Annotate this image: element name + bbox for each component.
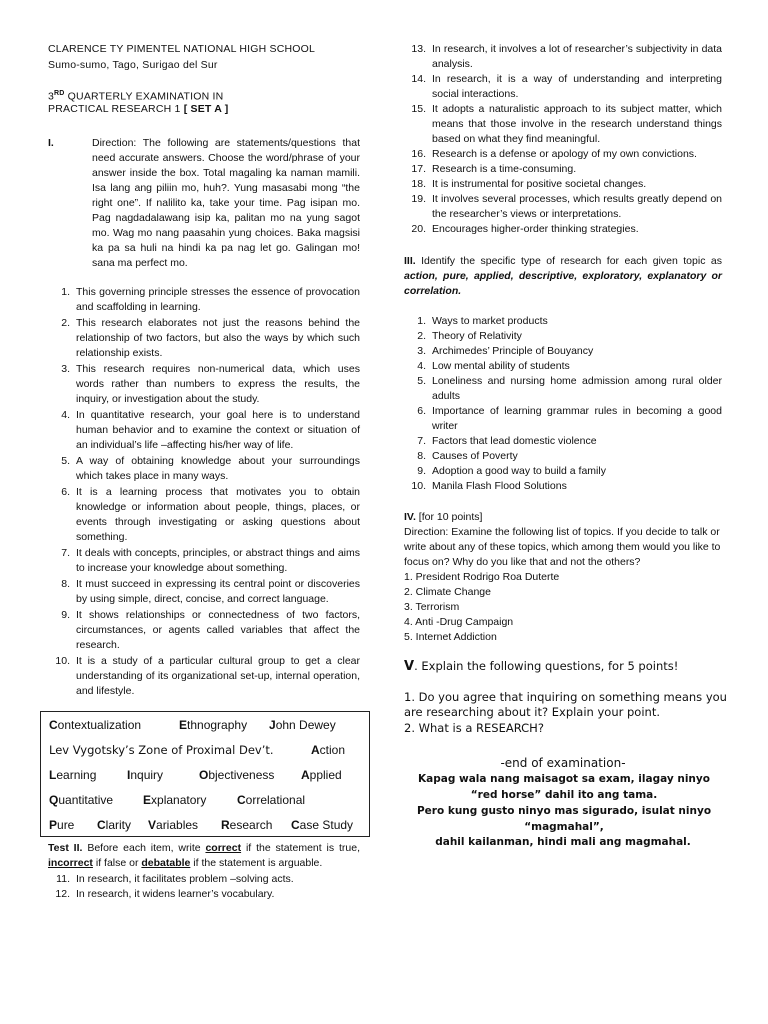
topic-item: 2. Climate Change — [404, 586, 491, 598]
list-item — [48, 577, 360, 607]
list-item — [404, 72, 722, 102]
item-number: 17. — [411, 163, 426, 175]
item-text: Importance of learning grammar rules in becoming a good writer — [432, 405, 722, 432]
item-text: It deals with concepts, principles, or abstract things and aims to increase your knowledge about something. — [76, 547, 360, 574]
item-text: Factors that lead domestic violence — [432, 435, 597, 447]
topic-item: 5. Internet Addiction — [404, 631, 497, 643]
subject-name: PRACTICAL RESEARCH 1 — [48, 103, 184, 115]
end-of-examination: -end of examination- — [500, 756, 626, 770]
list-item — [404, 147, 722, 162]
item-text: It involves several processes, which results greatly depend on the researcher’s views or interpretations. — [432, 193, 722, 220]
list-item — [48, 454, 360, 484]
choice-research: Research — [221, 818, 273, 832]
item-number: 5. — [417, 375, 426, 387]
part2-items-left — [48, 872, 360, 902]
item-text: In research, it facilitates problem –solving acts. — [76, 873, 294, 885]
list-item — [48, 887, 360, 902]
list-item — [48, 408, 360, 453]
list-item — [404, 374, 722, 404]
choice-correlational: Correlational — [237, 793, 306, 807]
item-number: 9. — [61, 609, 70, 621]
list-item — [404, 102, 722, 147]
keyword-correct: correct — [205, 842, 242, 854]
choice-learning: Learning — [49, 768, 97, 782]
part3-label: III. — [404, 255, 416, 267]
item-text: It is instrumental for positive societal changes. — [432, 178, 647, 190]
choice-clarity: Clarity — [97, 818, 132, 832]
subject-line — [48, 102, 228, 117]
item-number: 3. — [417, 345, 426, 357]
choices-row-1 — [49, 718, 363, 738]
item-number: 14. — [411, 73, 426, 85]
item-number: 2. — [61, 317, 70, 329]
list-item — [404, 314, 722, 329]
part4-direction: Direction: Examine the following list of topics. If you decide to talk or write about any of these topics, which among them would you like to focus on? Why do you like that and not the others? — [404, 526, 721, 568]
item-number: 2. — [417, 330, 426, 342]
item-number: 19. — [411, 193, 426, 205]
item-text: Encourages higher-order thinking strategies. — [432, 223, 639, 235]
list-item — [404, 162, 722, 177]
list-item — [404, 192, 722, 222]
list-item — [404, 222, 722, 237]
choices-row-2 — [49, 743, 363, 763]
item-text: In research, it is a way of understanding and interpreting social interactions. — [432, 73, 722, 100]
item-number: 4. — [61, 409, 70, 421]
item-number: 7. — [417, 435, 426, 447]
footer-note-1: Kapag wala nang maisagot sa exam, ilagay ninyo “red horse” dahil ito ang tama. — [418, 773, 710, 801]
choice-applied: Applied — [301, 768, 342, 782]
topic-item: 4. Anti -Drug Campaign — [404, 616, 514, 628]
choice-pure: Pure — [49, 818, 75, 832]
item-text: It must succeed in expressing its central point or discoveries by using simple, direct, concise, and correct language. — [76, 578, 360, 605]
part5-question-2: 2. What is a RESEARCH? — [404, 721, 544, 735]
part1-direction: Direction: The following are statements/questions that need accurate answers. Choose the word/phrase of your answer inside the box. Total magaling ka naman mamili. Isa lang ang piliin mo, huh?. Yung masasabi mong “the right one”. If nalilito ka, take your time. Pag isipan mo. Pag nagdadalawang isip ka, palitan mo na yung sagot mo. Wag mo nang paasahin yung choices. Baka magsisi ka pa sa huli na hindi ka pa nag let go. Galingan mo! sana ma perfect mo. — [92, 137, 360, 269]
choices-row-3 — [49, 768, 363, 788]
list-item — [404, 464, 722, 479]
item-text: In research, it involves a lot of researcher’s subjectivity in data analysis. — [432, 43, 722, 70]
item-text: It shows relationships or connectedness of two factors, circumstances, or agents called variables that affect the research. — [76, 609, 360, 651]
item-text: It adopts a naturalistic approach to its subject matter, which means that those involve in the research understand things based on what they find meaningful. — [432, 103, 722, 145]
item-text: Research is a time-consuming. — [432, 163, 577, 175]
list-item — [48, 654, 360, 699]
item-number: 11. — [56, 873, 70, 885]
choice-variables: Variables — [148, 818, 199, 832]
item-number: 8. — [417, 450, 426, 462]
item-text: This governing principle stresses the essence of provocation and scaffolding in learning. — [76, 286, 360, 313]
list-item — [48, 362, 360, 407]
part4-label: IV. — [404, 511, 416, 523]
item-number: 1. — [61, 286, 70, 298]
list-item — [404, 479, 722, 494]
list-item — [404, 344, 722, 359]
item-number: 7. — [61, 547, 70, 559]
item-number: 5. — [61, 455, 70, 467]
list-item — [48, 285, 360, 315]
choices-row-4 — [49, 793, 363, 813]
school-name: CLARENCE TY PIMENTEL NATIONAL HIGH SCHOOL — [48, 43, 316, 55]
item-text: It is a study of a particular cultural group to get a clear understanding of its organizational set-up, internal operation, and lifestyle. — [76, 655, 360, 697]
school-address: Sumo-sumo, Tago, Surigao del Sur — [48, 59, 218, 71]
choice-contextualization: Contextualization — [49, 718, 142, 732]
item-number: 6. — [61, 486, 70, 498]
choice-john-dewey: John Dewey — [269, 718, 336, 732]
list-item — [404, 404, 722, 434]
item-number: 3. — [61, 363, 70, 375]
item-number: 18. — [411, 178, 426, 190]
item-number: 15. — [411, 103, 426, 115]
item-number: 10. — [411, 480, 426, 492]
item-text: Manila Flash Flood Solutions — [432, 480, 567, 492]
topic-item: 3. Terrorism — [404, 601, 460, 613]
item-text: This research requires non-numerical data, which uses words rather than numbers to express the results, the inquiry, or investigation about the study. — [76, 363, 360, 405]
item-text: Loneliness and nursing home admission among rural older adults — [432, 375, 722, 402]
part2-label: Test II. — [48, 842, 83, 854]
list-item — [48, 316, 360, 361]
choice-explanatory: Explanatory — [143, 793, 207, 807]
item-number: 4. — [417, 360, 426, 372]
item-number: 16. — [411, 148, 426, 160]
list-item — [48, 872, 360, 887]
item-text: Archimedes’ Principle of Bouyancy — [432, 345, 594, 357]
item-text: Adoption a good way to build a family — [432, 465, 606, 477]
item-number: 13. — [411, 43, 426, 55]
part3-direction: III. Identify the specific type of research for each given topic as action, pure, applied, descriptive, exploratory, explanatory or correlation. — [404, 255, 722, 297]
footer-note-3: dahil kailanman, hindi mali ang magmahal. — [435, 836, 691, 848]
list-item — [404, 434, 722, 449]
part5-label: V — [404, 659, 415, 674]
item-text: In research, it widens learner’s vocabulary. — [76, 888, 275, 900]
exam-title-rest: QUARTERLY EXAMINATION IN — [64, 90, 224, 103]
choices-row-5 — [49, 818, 363, 838]
part3-items — [404, 314, 722, 494]
list-item — [404, 449, 722, 464]
item-text: This research elaborates not just the reasons behind the relationship of two factors, but also the ways by which such relationship exists. — [76, 317, 360, 359]
part4-topics — [404, 570, 722, 645]
part2-direction: Test II. Before each item, write correct if the statement is true, incorrect if false or debatable if the statement is arguable. — [48, 842, 361, 869]
choice-vygotsky-zpd: Lev Vygotsky’s Zone of Proximal Dev’t. — [49, 743, 274, 757]
exam-quarter: 3 — [48, 90, 55, 103]
part1-label: I. — [48, 137, 54, 149]
item-text: In quantitative research, your goal here is to understand human behavior and to examine the context or situation of an individual’s life –affecting his/her way of life. — [76, 409, 360, 451]
item-number: 1. — [417, 315, 426, 327]
part1-items — [48, 285, 360, 700]
exam-set: [ SET A ] — [183, 103, 229, 115]
item-number: 6. — [417, 405, 426, 417]
item-number: 8. — [61, 578, 70, 590]
part5-question-1: 1. Do you agree that inquiring on something means you are researching about it? Explain your point. — [404, 690, 727, 719]
choice-inquiry: Inquiry — [127, 768, 164, 782]
list-item — [48, 485, 360, 545]
list-item — [404, 177, 722, 192]
item-text: Causes of Poverty — [432, 450, 518, 462]
answer-choices-box — [40, 711, 370, 837]
part3-options: action, pure, applied, descriptive, exploratory, explanatory or correlation. — [404, 270, 722, 297]
choice-action: Action — [311, 743, 346, 757]
choice-quantitative: Quantitative — [49, 793, 114, 807]
part4-header: IV. [for 10 points] — [404, 511, 483, 523]
item-text: It is a learning process that motivates you to obtain knowledge or information about people, things, places, or events through investigating or asking questions about something. — [76, 486, 360, 543]
item-text: Low mental ability of students — [432, 360, 570, 372]
choice-objectiveness: Objectiveness — [199, 768, 275, 782]
list-item — [48, 546, 360, 576]
exam-quarter-suffix: RD — [54, 90, 65, 97]
item-number: 20. — [411, 223, 426, 235]
item-text: A way of obtaining knowledge about your surroundings which takes place in many ways. — [76, 455, 360, 482]
item-number: 10. — [55, 655, 70, 667]
part5-heading: V. Explain the following questions, for 5 points! — [404, 659, 679, 674]
choice-ethnography: Ethnography — [179, 718, 248, 732]
footer-note-2: Pero kung gusto ninyo mas sigurado, isulat ninyo “magmahal”, — [416, 805, 712, 833]
item-text: Theory of Relativity — [432, 330, 522, 342]
part2-items-right — [404, 42, 722, 237]
item-number: 9. — [417, 465, 426, 477]
keyword-debatable: debatable — [141, 857, 191, 869]
topic-item: 1. President Rodrigo Roa Duterte — [404, 571, 560, 583]
item-text: Research is a defense or apology of my own convictions. — [432, 148, 697, 160]
list-item — [404, 42, 722, 72]
keyword-incorrect: incorrect — [48, 857, 93, 869]
item-text: Ways to market products — [432, 315, 548, 327]
list-item — [404, 359, 722, 374]
list-item — [48, 608, 360, 653]
item-number: 12. — [55, 888, 70, 900]
choice-case-study: Case Study — [291, 818, 354, 832]
list-item — [404, 329, 722, 344]
